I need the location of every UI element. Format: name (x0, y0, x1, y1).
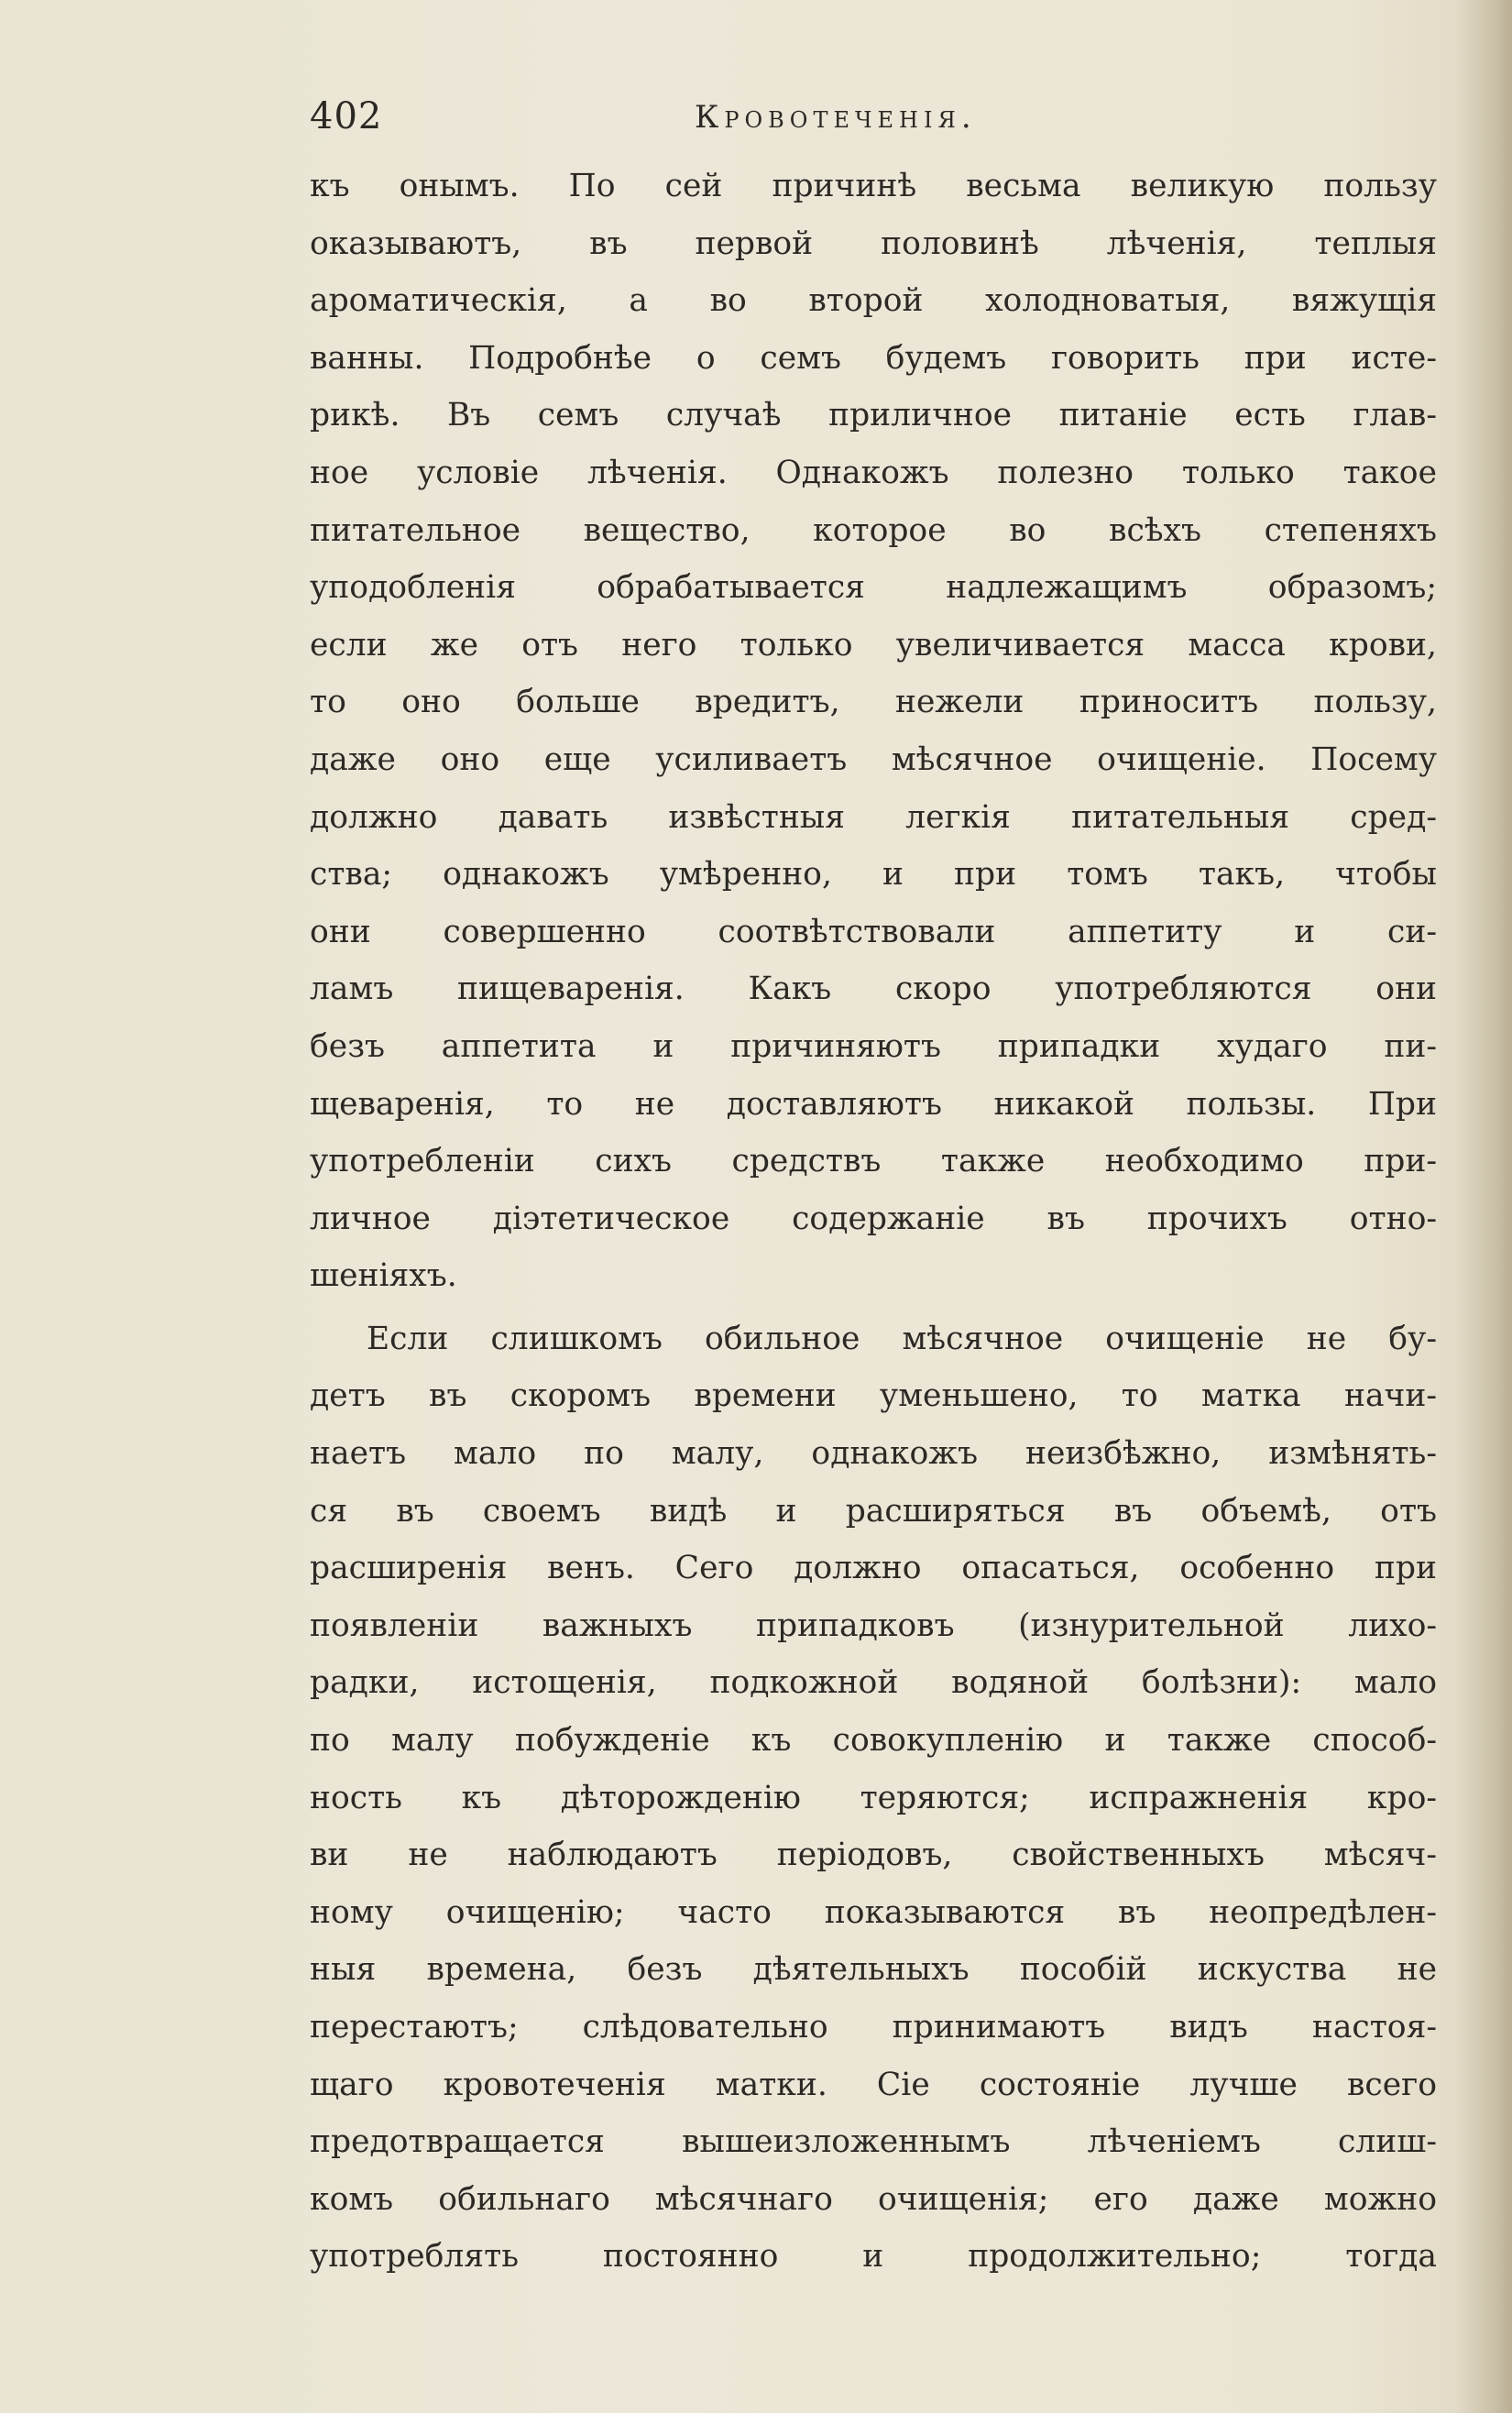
text-line: шеніяхъ. (310, 1257, 457, 1295)
text-line: щеваренія, то не доставляютъ никакой пользы. При (310, 1085, 1437, 1123)
text-line: ное условіе лѣченія. Однакожъ полезно только такое (310, 454, 1437, 491)
text-line: питательное вещество, которое во всѣхъ степеняхъ (310, 511, 1437, 549)
text-line: если же отъ него только увеличивается масса крови, (310, 626, 1437, 664)
text-line: радки, истощенія, подкожной водяной болѣзни): мало (310, 1664, 1437, 1702)
text-line: оказываютъ, въ первой половинѣ лѣченія, теплыя (310, 225, 1437, 262)
text-line: по малу побужденіе къ совокупленію и также способ- (310, 1722, 1437, 1760)
text-line: ароматическія, а во второй холодноватыя, вяжущія (310, 282, 1437, 320)
text-line: безъ аппетита и причиняютъ припадки худаго пи- (310, 1027, 1437, 1065)
text-line: предотвращается вышеизложеннымъ лѣченіемъ слиш- (310, 2123, 1437, 2161)
page-edge-shadow (1457, 0, 1512, 2413)
page-number: 402 (310, 95, 383, 137)
text-line: къ онымъ. По сей причинѣ весьма великую пользу (310, 168, 1437, 204)
running-title: Кровотеченія. (695, 99, 977, 136)
text-line: ся въ своемъ видѣ и расширяться въ объемѣ, отъ (310, 1492, 1437, 1530)
text-line: Если слишкомъ обильное мѣсячное очищеніе не бу- (367, 1320, 1437, 1357)
text-line: комъ обильнаго мѣсячнаго очищенія; его даже можно (310, 2180, 1437, 2218)
text-line: они совершенно соотвѣтствовали аппетиту и си- (310, 913, 1437, 950)
text-line: то оно больше вредитъ, нежели приноситъ пользу, (310, 684, 1437, 721)
text-line: употреблять постоянно и продолжительно; тогда (310, 2238, 1437, 2276)
text-line: употребленіи сихъ средствъ также необходимо при- (310, 1143, 1437, 1180)
text-line: расширенія венъ. Сего должно опасаться, особенно при (310, 1550, 1437, 1587)
text-line: уподобленія обрабатывается надлежащимъ образомъ; (310, 569, 1437, 607)
text-line: личное діэтетическое содержаніе въ прочихъ отно- (310, 1200, 1437, 1237)
body-text (310, 158, 1437, 2286)
text-line: наетъ мало по малу, однакожъ неизбѣжно, измѣнять- (310, 1435, 1437, 1473)
text-line: детъ въ скоромъ времени уменьшено, то матка начи- (310, 1377, 1437, 1415)
text-line: ность къ дѣторожденію теряются; испражненія кро- (310, 1779, 1437, 1816)
text-line: должно давать извѣстныя легкія питательныя сред- (310, 798, 1437, 836)
text-line: ванны. Подробнѣе о семъ будемъ говорить при исте- (310, 339, 1437, 377)
text-line: появленіи важныхъ припадковъ (изнурительной лихо- (310, 1607, 1437, 1644)
text-line: ному очищенію; часто показываются въ неопредѣлен- (310, 1893, 1437, 1931)
text-line: ныя времена, безъ дѣятельныхъ пособій искуства не (310, 1951, 1437, 1989)
page-header (310, 95, 1409, 147)
text-line: даже оно еще усиливаетъ мѣсячное очищеніе. Посему (310, 740, 1437, 778)
text-line: ства; однакожъ умѣренно, и при томъ такъ, чтобы (310, 856, 1437, 894)
text-line: щаго кровотеченія матки. Сіе состояніе лучше всего (310, 2066, 1437, 2103)
text-line: ламъ пищеваренія. Какъ скоро употребляются они (310, 971, 1437, 1008)
text-line: ви не наблюдаютъ періодовъ, свойственныхъ мѣсяч- (310, 1837, 1437, 1874)
text-line: рикѣ. Въ семъ случаѣ приличное питаніе есть глав- (310, 397, 1437, 434)
text-line: перестаютъ; слѣдовательно принимаютъ видъ настоя- (310, 2009, 1437, 2046)
